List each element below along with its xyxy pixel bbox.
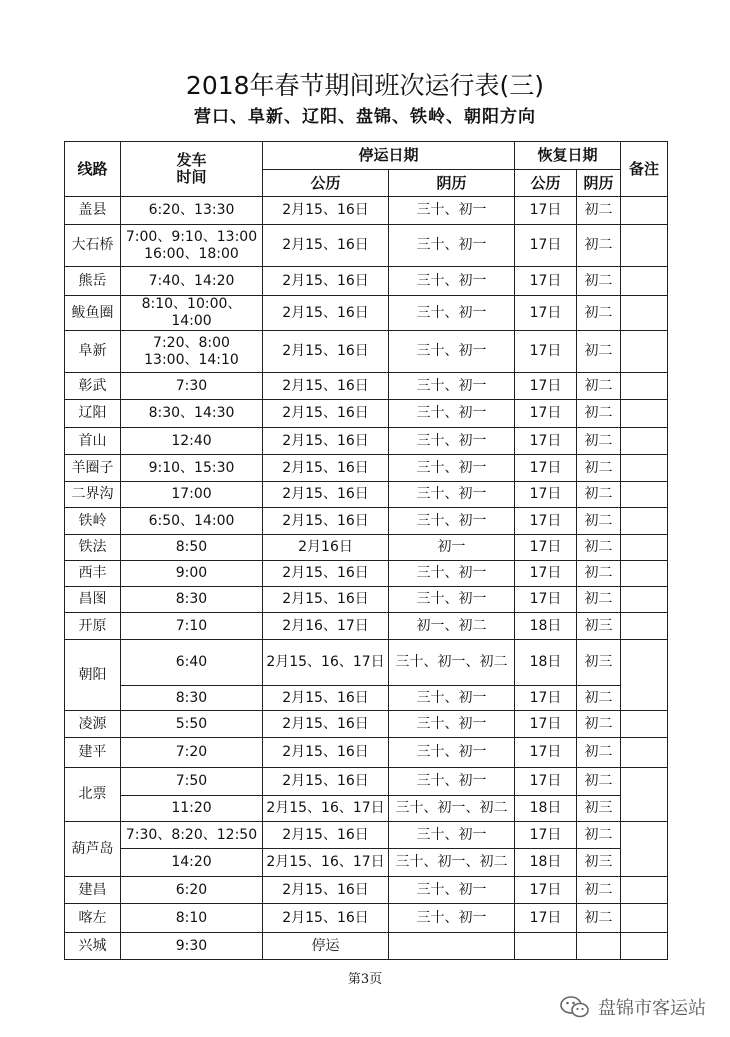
resume-lunar: 初三 (577, 640, 621, 686)
resume-lunar: 初二 (577, 482, 621, 508)
resume-gregorian: 18日 (515, 640, 577, 686)
header-resume-lunar: 阴历 (577, 170, 621, 197)
note-cell (621, 904, 668, 933)
note-cell (621, 933, 668, 960)
table-row (65, 822, 668, 849)
resume-gregorian: 17日 (515, 482, 577, 508)
route-name: 二界沟 (65, 482, 121, 508)
stop-gregorian: 2月15、16、17日 (263, 640, 389, 686)
stop-lunar: 三十、初一 (389, 267, 515, 296)
depart-times: 6:50、14:00 (121, 508, 263, 535)
resume-lunar: 初二 (577, 428, 621, 455)
route-name: 铁岭 (65, 508, 121, 535)
stop-lunar: 三十、初一 (389, 508, 515, 535)
page-subtitle: 营口、阜新、辽阳、盘锦、铁岭、朝阳方向 (194, 107, 536, 127)
depart-times: 17:00 (121, 482, 263, 508)
depart-times: 8:50 (121, 535, 263, 561)
route-name: 喀左 (65, 904, 121, 933)
resume-gregorian: 17日 (515, 428, 577, 455)
note-cell (621, 535, 668, 561)
note-cell (621, 561, 668, 587)
stop-lunar: 三十、初一 (389, 482, 515, 508)
stop-gregorian: 2月15、16日 (263, 904, 389, 933)
depart-times: 8:30、14:30 (121, 400, 263, 428)
table-row (65, 225, 668, 267)
resume-lunar: 初二 (577, 877, 621, 904)
resume-gregorian: 17日 (515, 508, 577, 535)
route-name: 阜新 (65, 331, 121, 373)
note-cell (621, 768, 668, 822)
stop-lunar: 三十、初一 (389, 768, 515, 796)
depart-times: 9:10、15:30 (121, 455, 263, 482)
note-cell (621, 197, 668, 225)
resume-lunar: 初二 (577, 373, 621, 400)
route-name: 辽阳 (65, 400, 121, 428)
note-cell (621, 296, 668, 331)
depart-times: 7:30 (121, 373, 263, 400)
table-row (65, 296, 668, 331)
note-cell (621, 613, 668, 640)
resume-gregorian: 18日 (515, 613, 577, 640)
resume-gregorian: 17日 (515, 686, 577, 711)
depart-times: 7:30、8:20、12:50 (121, 822, 263, 849)
stop-lunar: 三十、初一 (389, 400, 515, 428)
stop-gregorian: 停运 (263, 933, 389, 960)
stop-lunar: 三十、初一 (389, 686, 515, 711)
stop-lunar: 三十、初一 (389, 904, 515, 933)
depart-times: 7:20 (121, 738, 263, 768)
route-name: 羊圈子 (65, 455, 121, 482)
resume-lunar: 初二 (577, 225, 621, 267)
route-name: 熊岳 (65, 267, 121, 296)
watermark (560, 994, 706, 1020)
resume-lunar: 初三 (577, 849, 621, 877)
route-name: 鲅鱼圈 (65, 296, 121, 331)
stop-lunar: 三十、初一 (389, 455, 515, 482)
table-row (65, 197, 668, 225)
header-stop-lunar: 阴历 (389, 170, 515, 197)
resume-lunar: 初二 (577, 296, 621, 331)
wechat-logo-icon (560, 995, 590, 1019)
resume-lunar: 初二 (577, 686, 621, 711)
note-cell (621, 482, 668, 508)
stop-lunar (389, 933, 515, 960)
table-row (65, 587, 668, 613)
depart-times: 14:20 (121, 849, 263, 877)
table-row (65, 535, 668, 561)
depart-times: 9:30 (121, 933, 263, 960)
stop-gregorian: 2月15、16日 (263, 296, 389, 331)
route-name: 西丰 (65, 561, 121, 587)
note-cell (621, 331, 668, 373)
route-name: 盖县 (65, 197, 121, 225)
resume-gregorian: 17日 (515, 296, 577, 331)
resume-gregorian: 17日 (515, 225, 577, 267)
table-row (65, 849, 668, 877)
stop-gregorian: 2月15、16日 (263, 711, 389, 738)
route-name: 朝阳 (65, 640, 121, 711)
resume-gregorian: 17日 (515, 822, 577, 849)
resume-gregorian: 17日 (515, 738, 577, 768)
table-row (65, 561, 668, 587)
stop-gregorian: 2月15、16日 (263, 267, 389, 296)
table-row (65, 933, 668, 960)
resume-gregorian: 17日 (515, 331, 577, 373)
resume-gregorian: 17日 (515, 768, 577, 796)
route-name: 凌源 (65, 711, 121, 738)
stop-gregorian: 2月15、16日 (263, 877, 389, 904)
depart-times: 6:40 (121, 640, 263, 686)
resume-gregorian: 18日 (515, 849, 577, 877)
table-row (65, 613, 668, 640)
depart-times: 7:00、9:10、13:00 16:00、18:00 (121, 225, 263, 267)
stop-lunar: 三十、初一、初二 (389, 796, 515, 822)
resume-lunar: 初二 (577, 822, 621, 849)
resume-lunar: 初二 (577, 738, 621, 768)
route-name: 葫芦岛 (65, 822, 121, 877)
resume-lunar: 初二 (577, 400, 621, 428)
watermark-text: 盘锦市客运站 (598, 998, 706, 1019)
route-name: 建昌 (65, 877, 121, 904)
resume-lunar: 初二 (577, 904, 621, 933)
note-cell (621, 877, 668, 904)
stop-gregorian: 2月15、16日 (263, 373, 389, 400)
route-name: 大石桥 (65, 225, 121, 267)
resume-lunar: 初二 (577, 267, 621, 296)
note-cell (621, 225, 668, 267)
stop-gregorian: 2月15、16日 (263, 428, 389, 455)
stop-lunar: 三十、初一 (389, 822, 515, 849)
header-depart-time (121, 142, 263, 197)
route-name: 北票 (65, 768, 121, 822)
stop-gregorian: 2月15、16、17日 (263, 796, 389, 822)
stop-gregorian: 2月16、17日 (263, 613, 389, 640)
note-cell (621, 508, 668, 535)
table-row (65, 877, 668, 904)
table-row (65, 796, 668, 822)
header-resume-gregorian: 公历 (515, 170, 577, 197)
stop-gregorian: 2月15、16日 (263, 197, 389, 225)
header-resume-date: 恢复日期 (515, 142, 621, 170)
resume-gregorian: 17日 (515, 267, 577, 296)
stop-gregorian: 2月15、16、17日 (263, 849, 389, 877)
note-cell (621, 428, 668, 455)
header-stop-date: 停运日期 (263, 142, 515, 170)
stop-lunar: 初一、初二 (389, 613, 515, 640)
resume-lunar: 初三 (577, 613, 621, 640)
resume-lunar: 初二 (577, 535, 621, 561)
resume-lunar (577, 933, 621, 960)
resume-lunar: 初二 (577, 768, 621, 796)
stop-gregorian: 2月15、16日 (263, 686, 389, 711)
stop-gregorian: 2月15、16日 (263, 768, 389, 796)
resume-gregorian: 17日 (515, 561, 577, 587)
route-name: 开原 (65, 613, 121, 640)
table-row (65, 482, 668, 508)
stop-gregorian: 2月15、16日 (263, 561, 389, 587)
depart-times: 7:20、8:00 13:00、14:10 (121, 331, 263, 373)
header-depart-line1: 发车 (176, 151, 207, 169)
stop-lunar: 三十、初一 (389, 877, 515, 904)
route-name: 昌图 (65, 587, 121, 613)
depart-times: 12:40 (121, 428, 263, 455)
depart-times: 8:10、10:00、14:00 (121, 296, 263, 331)
stop-lunar: 三十、初一 (389, 225, 515, 267)
stop-gregorian: 2月15、16日 (263, 331, 389, 373)
stop-lunar: 初一 (389, 535, 515, 561)
stop-lunar: 三十、初一 (389, 711, 515, 738)
note-cell (621, 711, 668, 738)
depart-times: 5:50 (121, 711, 263, 738)
depart-times: 6:20、13:30 (121, 197, 263, 225)
resume-lunar: 初二 (577, 561, 621, 587)
table-row (65, 400, 668, 428)
resume-gregorian: 17日 (515, 904, 577, 933)
depart-times: 6:20 (121, 877, 263, 904)
table-row (65, 508, 668, 535)
stop-lunar: 三十、初一 (389, 561, 515, 587)
stop-lunar: 三十、初一 (389, 428, 515, 455)
resume-gregorian: 17日 (515, 587, 577, 613)
depart-times: 8:30 (121, 686, 263, 711)
table-row (65, 738, 668, 768)
route-name: 首山 (65, 428, 121, 455)
table-row (65, 686, 668, 711)
resume-lunar: 初三 (577, 796, 621, 822)
depart-times: 8:10 (121, 904, 263, 933)
stop-gregorian: 2月15、16日 (263, 587, 389, 613)
resume-gregorian: 17日 (515, 373, 577, 400)
note-cell (621, 640, 668, 711)
note-cell (621, 738, 668, 768)
header-note: 备注 (621, 142, 668, 197)
resume-gregorian (515, 933, 577, 960)
stop-gregorian: 2月15、16日 (263, 508, 389, 535)
table-row (65, 373, 668, 400)
header-depart-line2: 时间 (176, 168, 207, 186)
depart-times: 11:20 (121, 796, 263, 822)
page-number: 第3页 (347, 972, 383, 987)
resume-gregorian: 17日 (515, 711, 577, 738)
stop-lunar: 三十、初一 (389, 197, 515, 225)
stop-gregorian: 2月15、16日 (263, 822, 389, 849)
resume-lunar: 初二 (577, 197, 621, 225)
resume-lunar: 初二 (577, 587, 621, 613)
resume-lunar: 初二 (577, 711, 621, 738)
route-name: 建平 (65, 738, 121, 768)
depart-times: 7:50 (121, 768, 263, 796)
note-cell (621, 400, 668, 428)
resume-lunar: 初二 (577, 455, 621, 482)
stop-lunar: 三十、初一 (389, 587, 515, 613)
stop-gregorian: 2月15、16日 (263, 455, 389, 482)
page-title: 2018年春节期间班次运行表(三) (185, 71, 545, 100)
resume-gregorian: 17日 (515, 455, 577, 482)
depart-times: 9:00 (121, 561, 263, 587)
header-row-1 (65, 142, 668, 170)
resume-lunar: 初二 (577, 331, 621, 373)
note-cell (621, 455, 668, 482)
resume-lunar: 初二 (577, 508, 621, 535)
stop-lunar: 三十、初一、初二 (389, 849, 515, 877)
route-name: 铁法 (65, 535, 121, 561)
table-row (65, 331, 668, 373)
note-cell (621, 267, 668, 296)
table-row (65, 428, 668, 455)
stop-lunar: 三十、初一 (389, 738, 515, 768)
depart-times: 7:10 (121, 613, 263, 640)
table-row (65, 904, 668, 933)
note-cell (621, 822, 668, 877)
table-row (65, 768, 668, 796)
resume-gregorian: 17日 (515, 877, 577, 904)
stop-gregorian: 2月15、16日 (263, 225, 389, 267)
header-stop-gregorian: 公历 (263, 170, 389, 197)
stop-lunar: 三十、初一 (389, 296, 515, 331)
table-row (65, 711, 668, 738)
table-row (65, 455, 668, 482)
depart-times: 8:30 (121, 587, 263, 613)
table-row (65, 267, 668, 296)
table-row (65, 640, 668, 686)
stop-gregorian: 2月15、16日 (263, 738, 389, 768)
resume-gregorian: 17日 (515, 400, 577, 428)
stop-gregorian: 2月15、16日 (263, 482, 389, 508)
note-cell (621, 587, 668, 613)
resume-gregorian: 18日 (515, 796, 577, 822)
stop-gregorian: 2月15、16日 (263, 400, 389, 428)
stop-lunar: 三十、初一、初二 (389, 640, 515, 686)
resume-gregorian: 17日 (515, 535, 577, 561)
stop-gregorian: 2月16日 (263, 535, 389, 561)
header-route: 线路 (65, 142, 121, 197)
depart-times: 7:40、14:20 (121, 267, 263, 296)
route-name: 彰武 (65, 373, 121, 400)
stop-lunar: 三十、初一 (389, 373, 515, 400)
note-cell (621, 373, 668, 400)
stop-lunar: 三十、初一 (389, 331, 515, 373)
schedule-table (64, 141, 668, 960)
resume-gregorian: 17日 (515, 197, 577, 225)
route-name: 兴城 (65, 933, 121, 960)
